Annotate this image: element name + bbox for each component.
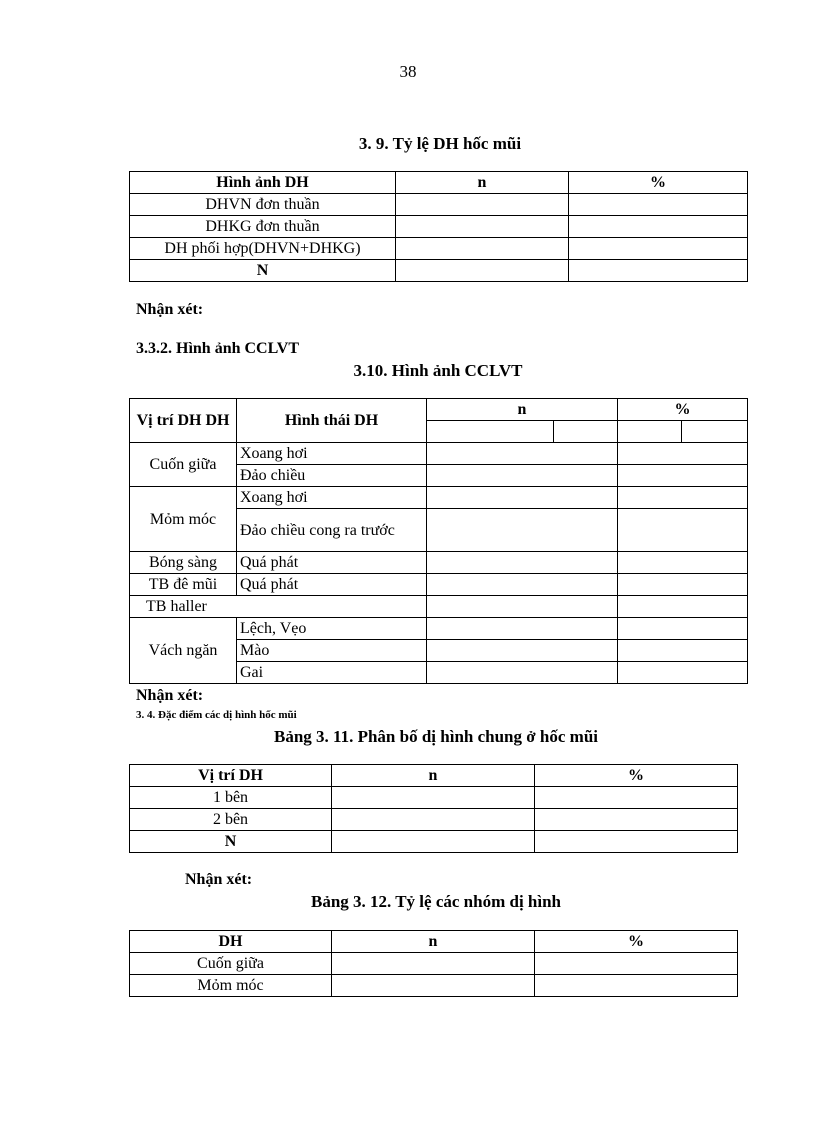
table-3-10 — [129, 398, 748, 684]
row-label-total: N — [130, 831, 332, 853]
header-vi-tri: Vị trí DH DH — [130, 399, 237, 443]
table-3-12 — [129, 930, 738, 997]
table-3-10-title: 3.10. Hình ảnh CCLVT — [353, 361, 523, 380]
table-3-9 — [129, 171, 748, 282]
table-row — [130, 975, 738, 997]
table-row — [130, 831, 738, 853]
table-row — [130, 552, 748, 574]
remark-1: Nhận xét: — [136, 301, 204, 318]
shape-mao: Mào — [237, 640, 427, 662]
group-bong-sang: Bóng sàng — [130, 552, 237, 574]
shape-qua-phat: Quá phát — [237, 552, 427, 574]
row-label: Cuốn giữa — [130, 953, 332, 975]
table-3-9-title: 3. 9. Tỷ lệ DH hốc mũi — [358, 134, 522, 153]
group-tb-haller: TB haller — [130, 596, 427, 618]
table-row — [130, 487, 748, 509]
table-header-row — [130, 399, 748, 421]
header-percent: % — [618, 399, 748, 421]
table-row — [130, 596, 748, 618]
table-row — [130, 953, 738, 975]
table-3-11 — [129, 764, 738, 853]
table-header-row — [130, 931, 738, 953]
header-percent: % — [569, 172, 748, 194]
group-tb-de-mui: TB đê mũi — [130, 574, 237, 596]
shape-gai: Gai — [237, 662, 427, 684]
shape-lech-veo: Lệch, Vẹo — [237, 618, 427, 640]
table-row — [130, 618, 748, 640]
row-label: 1 bên — [130, 787, 332, 809]
table-3-11-title: Bảng 3. 11. Phân bố dị hình chung ở hốc mũi — [273, 727, 599, 746]
row-label: DH phối hợp(DHVN+DHKG) — [130, 238, 396, 260]
remark-2: Nhận xét: — [136, 687, 204, 704]
remark-3: Nhận xét: — [185, 871, 253, 888]
shape-qua-phat: Quá phát — [237, 574, 427, 596]
table-row — [130, 238, 748, 260]
table-row — [130, 216, 748, 238]
group-mom-moc: Mỏm móc — [130, 487, 237, 552]
header-n: n — [332, 765, 535, 787]
shape-dao-chieu-cong-ra-truoc: Đảo chiều cong ra trước — [237, 509, 427, 552]
group-cuon-giua: Cuốn giữa — [130, 443, 237, 487]
header-percent: % — [535, 931, 738, 953]
row-label: DHKG đơn thuần — [130, 216, 396, 238]
table-header-row — [130, 172, 748, 194]
header-n: n — [427, 399, 618, 421]
header-n: n — [332, 931, 535, 953]
row-label: DHVN đơn thuần — [130, 194, 396, 216]
row-label: Mỏm móc — [130, 975, 332, 997]
header-n: n — [396, 172, 569, 194]
table-header-row — [130, 765, 738, 787]
header-hinh-thai: Hình thái DH — [237, 399, 427, 443]
table-row — [130, 260, 748, 282]
group-vach-ngan: Vách ngăn — [130, 618, 237, 684]
header-percent: % — [535, 765, 738, 787]
table-3-12-title: Bảng 3. 12. Tỷ lệ các nhóm dị hình — [310, 892, 562, 911]
row-label-total: N — [130, 260, 396, 282]
shape-xoang-hoi: Xoang hơi — [237, 487, 427, 509]
section-3-3-2: 3.3.2. Hình ảnh CCLVT — [136, 340, 300, 357]
table-row — [130, 194, 748, 216]
table-row — [130, 443, 748, 465]
shape-dao-chieu: Đảo chiều — [237, 465, 427, 487]
header-vi-tri: Vị trí DH — [130, 765, 332, 787]
header-hinh-anh: Hình ảnh DH — [130, 172, 396, 194]
table-row — [130, 809, 738, 831]
table-row — [130, 574, 748, 596]
table-row — [130, 787, 738, 809]
shape-xoang-hoi: Xoang hơi — [237, 443, 427, 465]
row-label: 2 bên — [130, 809, 332, 831]
header-dh: DH — [130, 931, 332, 953]
section-3-4: 3. 4. Đặc điểm các dị hình hốc mũi — [136, 709, 297, 721]
page-number: 38 — [399, 62, 417, 81]
